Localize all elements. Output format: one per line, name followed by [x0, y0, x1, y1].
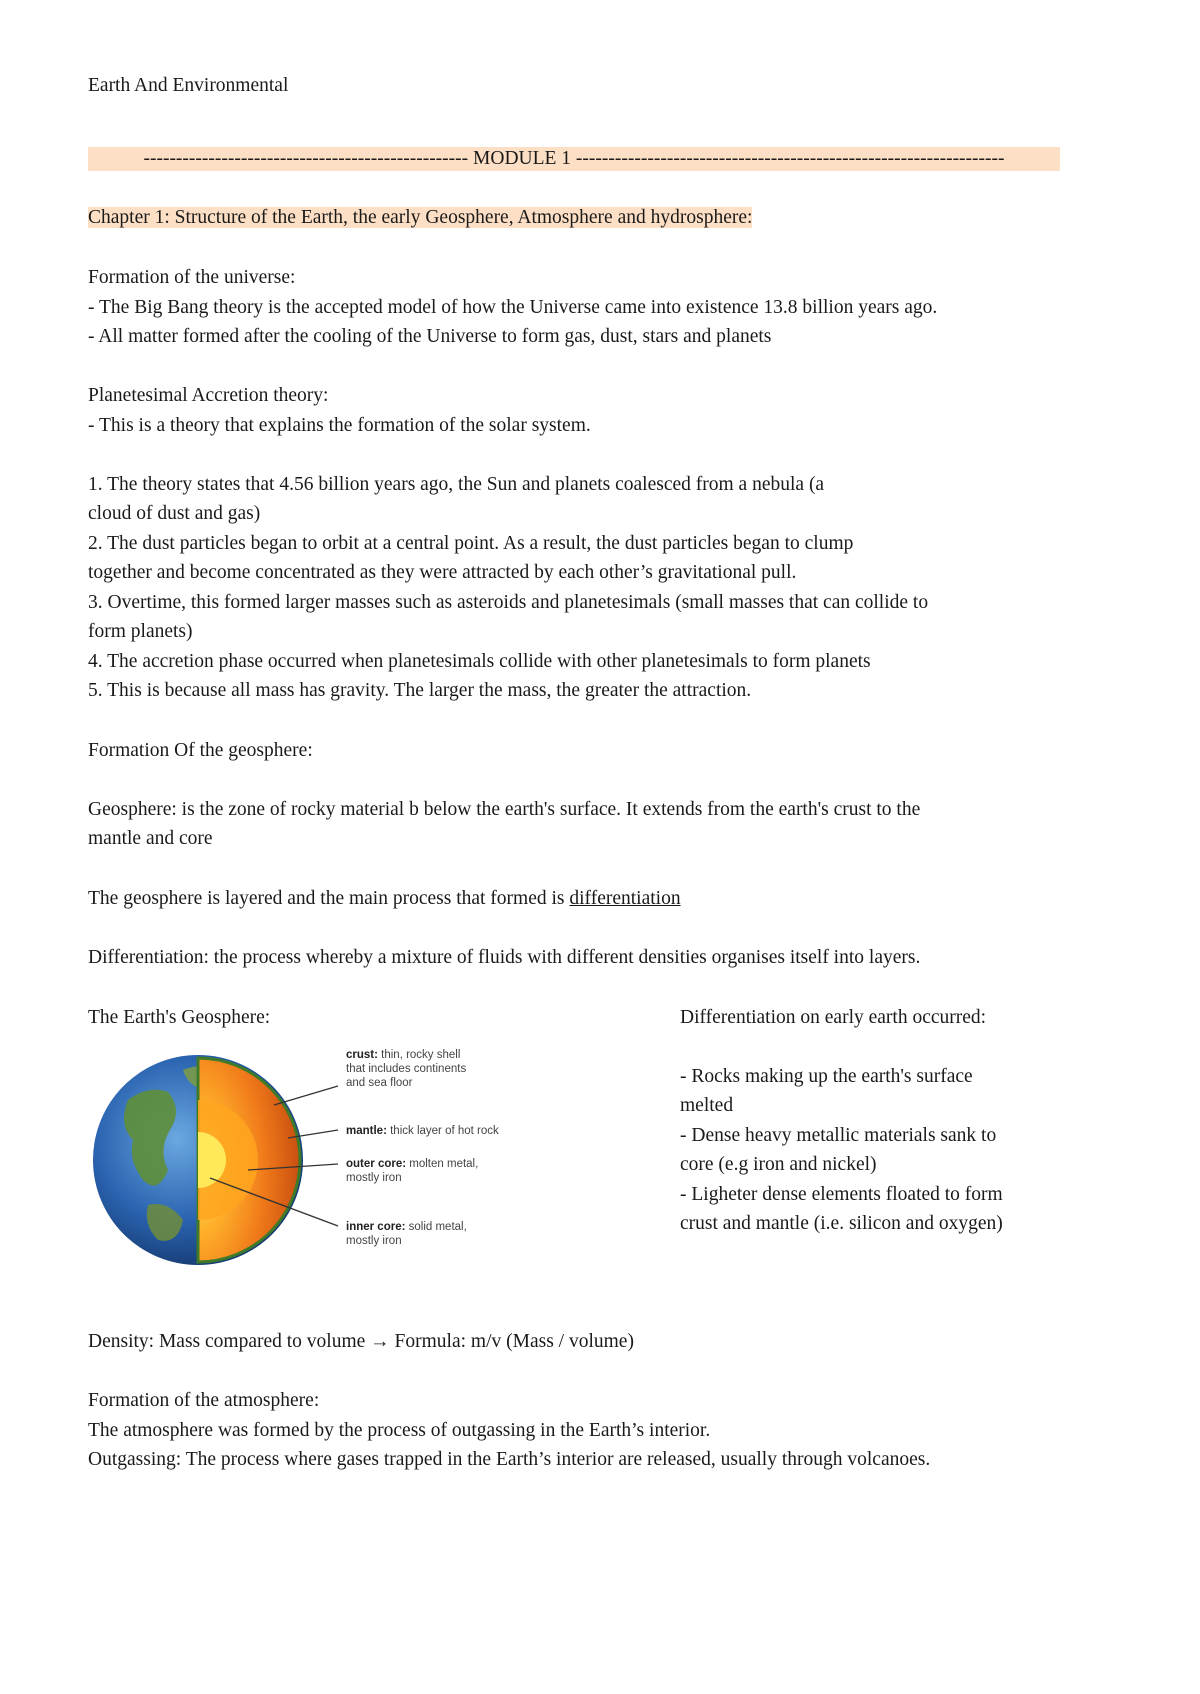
universe-heading: Formation of the universe:: [88, 267, 296, 288]
document-title: Earth And Environmental: [88, 75, 289, 96]
outer-core-label: outer core: molten metal,: [346, 1158, 479, 1170]
density-formula: Density: Mass compared to volume → Formula: m/v (Mass / volume): [88, 1331, 634, 1352]
geosphere-heading: Formation Of the geosphere:: [88, 740, 313, 761]
module-banner: -------------------------------------------------- MODULE 1 ------------------------------------------------------------------: [88, 147, 1060, 171]
differentiation-term: differentiation: [569, 888, 681, 909]
atmosphere-line: Outgassing: The process where gases trapped in the Earth’s interior are released, usually through volcanoes.: [88, 1449, 931, 1470]
crust-label: crust: thin, rocky shell: [346, 1049, 461, 1061]
theory-line: 2. The dust particles began to orbit at a central point. As a result, the dust particles began to clump: [88, 533, 854, 554]
atmosphere-heading: Formation of the atmosphere:: [88, 1390, 320, 1411]
layered-sentence: [88, 887, 681, 911]
inner-core-label-line: mostly iron: [346, 1235, 402, 1247]
early-earth-line: core (e.g iron and nickel): [680, 1154, 877, 1175]
earth-layers-figure: [88, 1030, 518, 1288]
theory-line: 3. Overtime, this formed larger masses such as asteroids and planetesimals (small masses that can collide to: [88, 592, 929, 613]
chapter-heading-text: Chapter 1: Structure of the Earth, the early Geosphere, Atmosphere and hydrosphere:: [88, 207, 753, 228]
universe-line: - All matter formed after the cooling of the Universe to form gas, dust, stars and planets: [88, 326, 772, 347]
crust-label-line: and sea floor: [346, 1077, 413, 1089]
early-earth-line: melted: [680, 1095, 734, 1116]
theory-line: 5. This is because all mass has gravity. The larger the mass, the greater the attraction.: [88, 680, 752, 701]
inner-core-label: inner core: solid metal,: [346, 1221, 467, 1233]
theory-line: 1. The theory states that 4.56 billion years ago, the Sun and planets coalesced from a nebula (a: [88, 474, 825, 495]
outer-core-label-line: mostly iron: [346, 1172, 402, 1184]
theory-line: form planets): [88, 621, 193, 642]
early-earth-line: - Dense heavy metallic materials sank to: [680, 1125, 997, 1146]
atmosphere-line: The atmosphere was formed by the process of outgassing in the Earth’s interior.: [88, 1420, 711, 1441]
crust-label-line: that includes continents: [346, 1063, 467, 1075]
theory-line: together and become concentrated as they were attracted by each other’s gravitational pull.: [88, 562, 797, 583]
early-earth-heading: Differentiation on early earth occurred:: [680, 1007, 987, 1028]
geosphere-definition: mantle and core: [88, 828, 213, 849]
theory-line: cloud of dust and gas): [88, 503, 261, 524]
theory-line: 4. The accretion phase occurred when planetesimals collide with other planetesimals to form planets: [88, 651, 871, 672]
chapter-heading: [88, 206, 752, 230]
figure-caption: The Earth's Geosphere:: [88, 1007, 271, 1028]
layered-prefix: The geosphere is layered and the main process that formed is: [88, 888, 570, 909]
early-earth-line: crust and mantle (i.e. silicon and oxygen): [680, 1213, 1003, 1234]
planetesimal-intro: - This is a theory that explains the formation of the solar system.: [88, 415, 591, 436]
geosphere-definition: Geosphere: is the zone of rocky material b below the earth's surface. It extends from the earth's crust to the: [88, 799, 921, 820]
planetesimal-heading: Planetesimal Accretion theory:: [88, 385, 329, 406]
early-earth-line: - Ligheter dense elements floated to form: [680, 1184, 1003, 1205]
universe-line: - The Big Bang theory is the accepted model of how the Universe came into existence 13.8 billion years ago.: [88, 297, 938, 318]
early-earth-line: - Rocks making up the earth's surface: [680, 1066, 973, 1087]
mantle-label: mantle: thick layer of hot rock: [346, 1125, 499, 1137]
differentiation-definition: Differentiation: the process whereby a mixture of fluids with different densities organises itself into layers.: [88, 947, 921, 968]
